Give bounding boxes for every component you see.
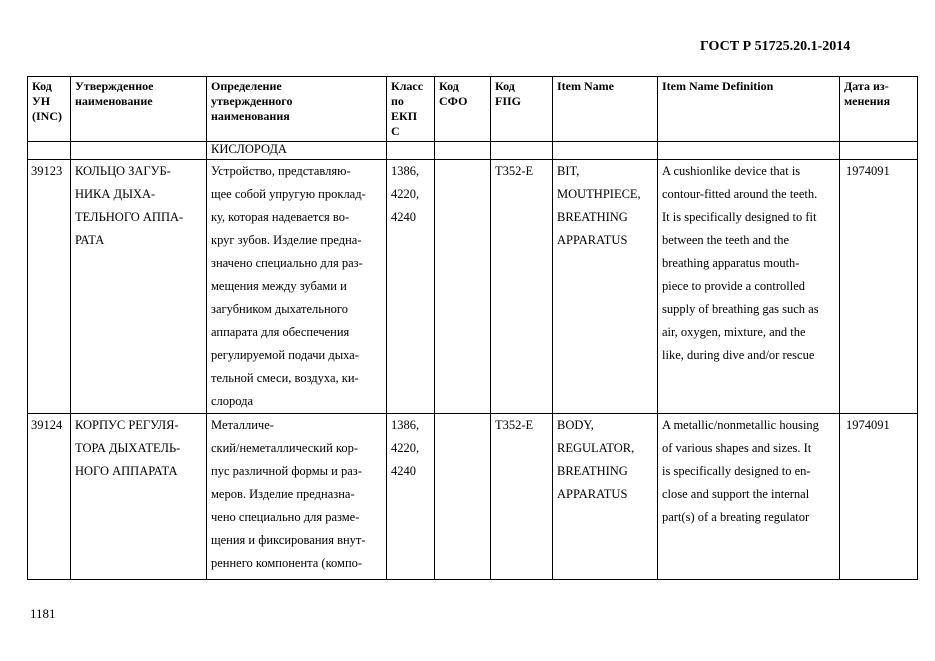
col-header-sfo: Код СФО	[435, 77, 491, 142]
page-number: 1181	[30, 606, 56, 621]
row-code: 39123	[31, 164, 63, 178]
col-header-change-date: Дата из- менения	[840, 77, 918, 142]
row-approved-name: КОЛЬЦО ЗАГУБ- НИКА ДЫХА- ТЕЛЬНОГО АППА- РАТА	[75, 164, 184, 247]
row-fiig: T352-E	[495, 164, 534, 178]
col-header-approved-name: Утвержденное наименование	[71, 77, 207, 142]
row-approved-name: КОРПУС РЕГУЛЯ- ТОРА ДЫХАТЕЛЬ- НОГО АППАРАТА	[75, 418, 181, 478]
col-header-item-name: Item Name	[553, 77, 658, 142]
row-definition: Металличе- ский/неметаллический кор- пус различной формы и раз- меров. Изделие предназна- чено специально для разме- щения и фиксирования внут- реннего компонента (компо-	[211, 418, 366, 570]
table-row	[28, 414, 918, 580]
continuation-row	[28, 142, 918, 160]
row-item-name: BIT, MOUTHPIECE, BREATHING APPARATUS	[557, 164, 641, 247]
header-row	[28, 77, 918, 142]
col-header-fiig: Код FIIG	[491, 77, 553, 142]
row-change-date: 1974091	[846, 418, 890, 432]
row-item-name-definition: A cushionlike device that is contour-fitted around the teeth. It is specifically designed to fit between the teeth and the breathing apparatus mouth- piece to provide a controlled supply of breathing gas such as air, oxygen, mixture, and the like, during dive and/or rescue	[662, 164, 819, 362]
row-change-date: 1974091	[846, 164, 890, 178]
document-title: ГОСТ Р 51725.20.1-2014	[700, 39, 851, 54]
col-header-item-name-definition: Item Name Definition	[658, 77, 840, 142]
table-row	[28, 160, 918, 414]
continuation-text: КИСЛОРОДА	[211, 142, 287, 156]
col-header-definition: Определение утвержденного наименования	[207, 77, 387, 142]
classification-table	[27, 76, 918, 580]
col-header-code-inc: Код УН (INC)	[28, 77, 71, 142]
row-item-name-definition: A metallic/nonmetallic housing of various shapes and sizes. It is specifically designed to en- close and support the internal part(s) of a breating regulator	[662, 418, 819, 524]
row-code: 39124	[31, 418, 63, 432]
row-fiig: T352-E	[495, 418, 534, 432]
row-class: 1386, 4220, 4240	[391, 418, 420, 478]
row-definition: Устройство, представляю- щее собой упругую проклад- ку, которая надевается во- круг зубов. Изделие предна- значено специально для раз- мещения между зубами и загубником дыхательного аппарата для обеспечения регулируемой подачи дыха- тельной смеси, воздуха, ки- слорода	[211, 164, 366, 408]
row-class: 1386, 4220, 4240	[391, 164, 420, 224]
col-header-class: Класс по ЕКП С	[387, 77, 435, 142]
row-item-name: BODY, REGULATOR, BREATHING APPARATUS	[557, 418, 635, 501]
